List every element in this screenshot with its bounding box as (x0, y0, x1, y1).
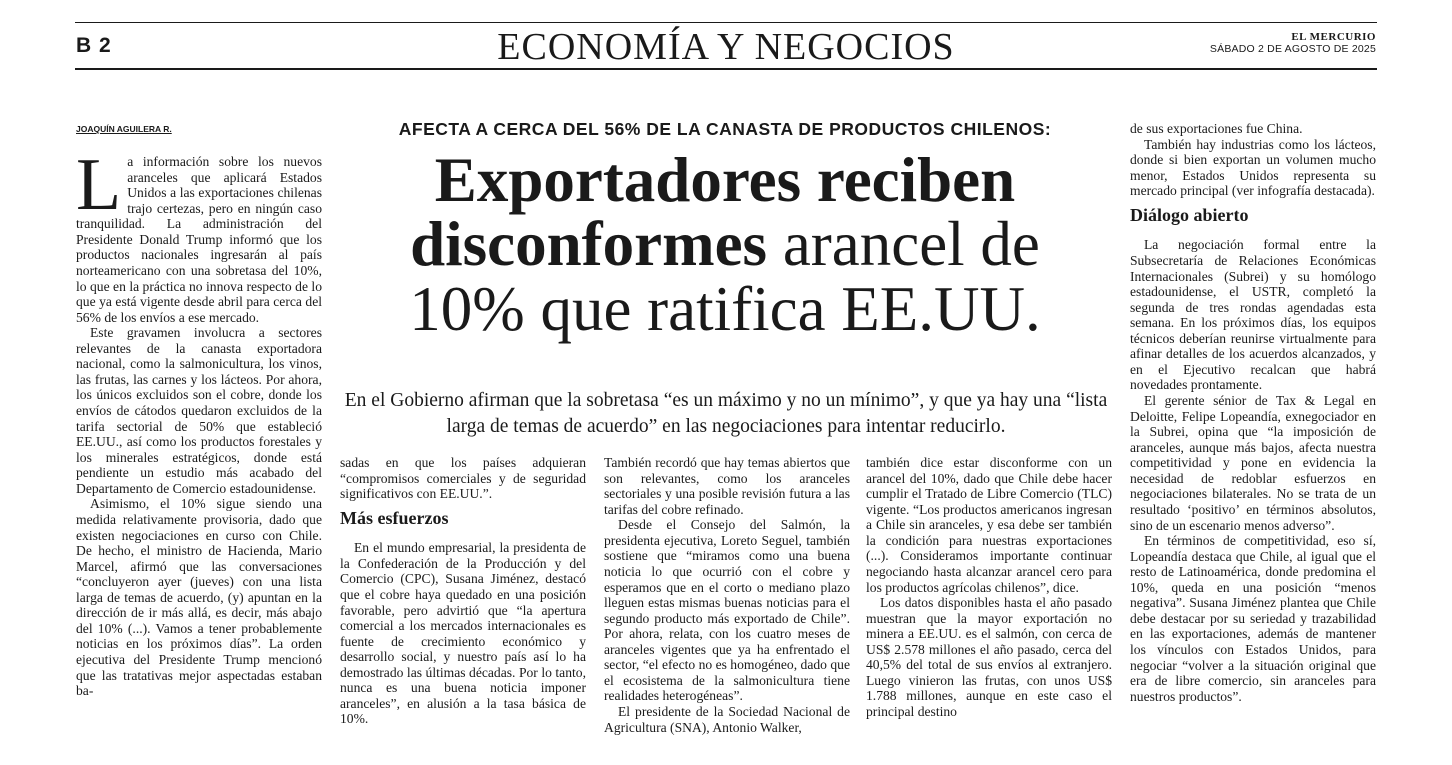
drop-cap: L (76, 144, 122, 226)
body-column-5 (1130, 121, 1376, 704)
paragraph: de sus exportaciones fue China. (1130, 121, 1303, 136)
body-column-4 (866, 455, 1112, 720)
paragraph: También recordó que hay temas abiertos que son relevantes, como los aranceles sectoriales y una posible revisión futura a las tarifas del cobre refinado. (604, 455, 850, 517)
headline (330, 145, 1120, 344)
paragraph: Asimismo, el 10% sigue siendo una medida relativamente provisoria, dado que existen negociaciones en curso con Chile. De hecho, el ministro de Hacienda, Mario Marcel, afirmó que las conversaciones “concluyeron ayer (jueves) con una lista larga de temas de acuerdo, (y) apuntan en la dirección de ir más allá, es decir, más abajo del 10% (...). Vamos a tener probablemente noticias en los próximos días”. La orden ejecutiva del Presidente Trump mencionó que las tratativas mejor aspectadas estaban ba- (76, 496, 322, 699)
headline-line-3: 10% que ratifica EE.UU. (409, 273, 1041, 344)
subheading: Diálogo abierto (1130, 204, 1249, 225)
subheading: Más esfuerzos (340, 507, 449, 528)
paragraph: En términos de competitividad, eso sí, Lopeandía destaca que Chile, al igual que el resto de Latinoamérica, donde predomina el 10%, queda en una posición “menos negativa”. Susana Jiménez plantea que Chile debe destacar por su seriedad y trazabilidad en las exportaciones, además de mantener los vínculos con Estados Unidos, para negociar “volver a la situación original que era de libre comercio, sin aranceles para nuestros productos”. (1130, 533, 1376, 704)
kicker: AFECTA A CERCA DEL 56% DE LA CANASTA DE PRODUCTOS CHILENOS: (398, 119, 1052, 139)
section-title: ECONOMÍA Y NEGOCIOS (497, 26, 955, 68)
paragraph: También hay industrias como los lácteos, donde si bien exportan un volumen mucho menor, Estados Unidos representa su mercado principal (ver infografía destacada). (1130, 136, 1376, 199)
paragraph: Desde el Consejo del Salmón, la presidenta ejecutiva, Loreto Seguel, también sostiene que “miramos como una buena noticia lo que ocurrió con el cobre y esperamos que en el corto o mediano plazo lleguen estas mismas buenas noticias para el segundo producto más exportado de Chile”. Por ahora, relata, con los cuatro meses de aranceles vigentes que ya ha enfrentado el sector, “el efecto no es homogéneo, dado que el ecosistema de la salmonicultura tiene realidades heterogéneas”. (604, 517, 850, 704)
headline-line-2-rest: arancel de (767, 209, 1040, 280)
paragraph: En el mundo empresarial, la presidenta de la Confederación de la Producción y del Comercio (CPC), Susana Jiménez, destacó que el cobre haya quedado en una posición favorable, pero advirtió que “la apertura comercial a los mercados internacionales es fuente de crecimiento económico y desarrollo social, y nuestro país así lo ha demostrado las últimas décadas. Por lo tanto, nunca es una buena noticia imponer aranceles”, en alusión a la tasa básica de 10%. (340, 540, 586, 727)
paragraph: también dice estar disconforme con un arancel del 10%, dado que Chile debe hacer cumplir el Tratado de Libre Comercio (TLC) vigente. “Los productos americanos ingresan a Chile sin aranceles, y esa debe ser también la condición para nuestras exportaciones (...). Consideramos importante continuar negociando hasta alcanzar arancel cero para los productos agrícolas chilenos”, dice. (866, 455, 1112, 595)
paragraph: sadas en que los países adquieran “compromisos comerciales y de seguridad significativos con EE.UU.”. (340, 455, 586, 502)
body-column-1 (76, 144, 322, 699)
issue-date: SÁBADO 2 DE AGOSTO DE 2025 (1209, 43, 1376, 55)
paragraph-text: a información sobre los nuevos aranceles que aplicará Estados Unidos a las exportaciones chilenas trajo certezas, pero en ningún caso tranquilidad. La administración del Presidente Donald Trump informó que los productos nacionales ingresarán al país norteamericano con una sobretasa del 10%, lo que en la práctica no innova respecto de lo que ya está vigente desde abril para cerca del 56% de los envíos a ese mercado. (76, 154, 322, 325)
paragraph: El presidente de la Sociedad Nacional de Agricultura (SNA), Antonio Walker, (604, 704, 850, 735)
paragraph: El gerente sénior de Tax & Legal en Deloitte, Felipe Lopeandía, exnegociador en la Subrei, opina que “la imposición de aranceles, aunque más bajos, afecta nuestra competitividad y pone en evidencia la necesidad de redoblar esfuerzos en negociaciones bilaterales. No se trata de un resultado ‘positivo’ en términos absolutos, sino de un escenario menos adverso”. (1130, 393, 1376, 533)
body-column-3 (604, 455, 850, 735)
paragraph: Este gravamen involucra a sectores relevantes de la canasta exportadora nacional, como la salmonicultura, los vinos, las frutas, las carnes y los lácteos. Por ahora, los únicos excluidos son el cobre, donde los envíos de cátodos quedaron excluidos de la tarifa sectorial de 50% que estableció EE.UU., así como los productos forestales y los minerales estratégicos, donde está pendiente un estudio más acabado del Departamento de Comercio estadounidense. (76, 325, 322, 496)
page-number: B 2 (76, 34, 112, 57)
top-rule (75, 22, 1377, 23)
body-column-2 (340, 455, 586, 727)
newspaper-name: EL MERCURIO (1291, 31, 1376, 43)
paragraph (76, 144, 322, 325)
headline-bold-word: disconformes (410, 209, 768, 280)
paragraph: La negociación formal entre la Subsecretaría de Relaciones Económicas Internacionales (Subrei) y su homólogo estadounidense, el USTR, completó la segunda de tres rondas agendadas esta semana. En los próximos días, los equipos técnicos deberían reunirse virtualmente para afinar detalles de los acuerdos alcanzados, y en el Ejecutivo recalcan que habrá novedades prontamente. (1130, 237, 1376, 393)
byline: JOAQUÍN AGUILERA R. (76, 124, 172, 134)
headline-line-1: Exportadores reciben (434, 145, 1016, 215)
header-rule (75, 68, 1377, 70)
paragraph: Los datos disponibles hasta el año pasado muestran que la mayor exportación no minera a EE.UU. es el salmón, con cerca de US$ 2.578 millones el año pasado, cerca del 40,5% del total de sus envíos al extranjero. Luego vinieron las frutas, con unos US$ 1.788 millones, aunque en este caso el principal destino (866, 595, 1112, 719)
deck: En el Gobierno afirman que la sobretasa “es un máximo y no un mínimo”, y que ya hay una “lista larga de temas de acuerdo” en las negociaciones para intentar reducirlo. (344, 390, 1108, 438)
